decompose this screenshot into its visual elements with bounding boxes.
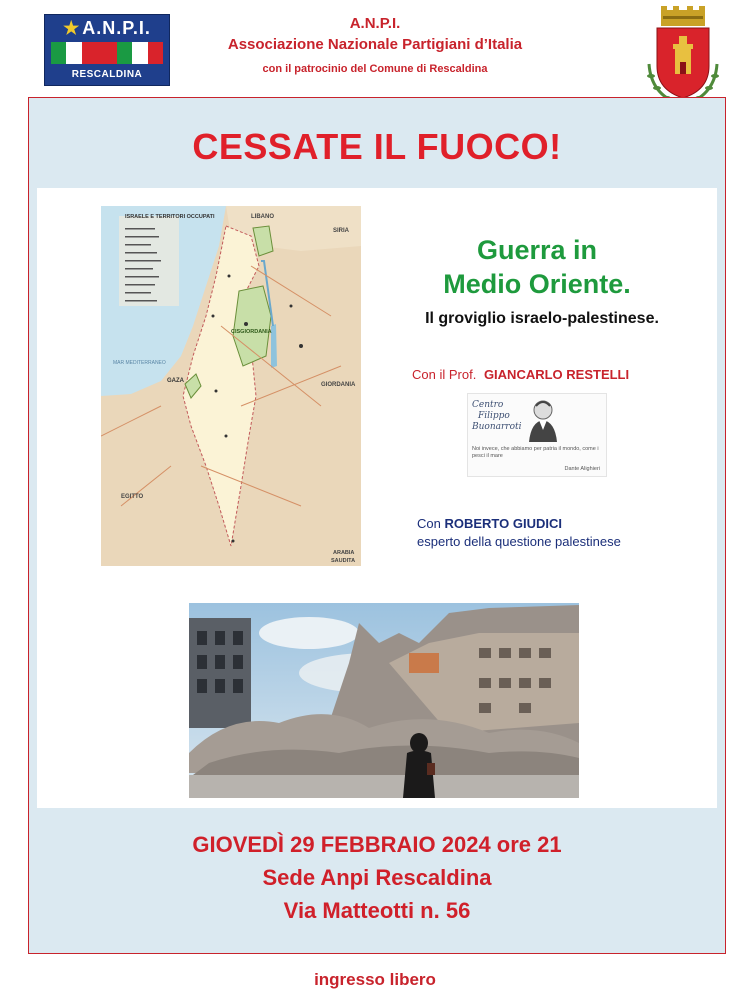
entry-note: ingresso libero (314, 970, 436, 989)
speaker-2-name: ROBERTO GIUDICI (444, 516, 562, 531)
centro-line-2: Filippo (478, 411, 510, 421)
header-text (180, 14, 570, 80)
centro-quote-author: Dante Alighieri (564, 466, 600, 472)
org-acronym: A.N.P.I. (349, 15, 401, 32)
map-label-arabia: ARABIA (333, 550, 355, 556)
map-label-egitto: EGITTO (121, 494, 144, 500)
map-title: ISRAELE E TERRITORI OCCUPATI (125, 214, 215, 220)
municipal-crest-icon (643, 4, 723, 110)
event-poster (28, 97, 726, 954)
map-label-gaza: GAZA (167, 378, 184, 384)
logo-title: A.N.P.I. (82, 18, 151, 38)
speaker-1-name: GIANCARLO RESTELLI (483, 367, 630, 382)
map-label-siria: SIRIA (333, 228, 350, 234)
anpi-logo (44, 14, 170, 86)
poster-title: CESSATE IL FUOCO! (192, 126, 562, 167)
portrait-icon (526, 396, 560, 442)
italian-flag-icon (117, 42, 163, 64)
centro-quote: Noi invece, che abbiamo per patria il mondo, come i pesci il mare (472, 446, 599, 459)
topic-line-2: Medio Oriente. (443, 269, 631, 299)
italian-flag-icon (51, 42, 97, 64)
star-icon: ★ (63, 18, 81, 38)
topic-subtitle: Il groviglio israelo-palestinese. (425, 310, 659, 327)
poster-content (37, 188, 717, 808)
speaker-1 (412, 367, 712, 382)
map-label-giordania: GIORDANIA (321, 382, 356, 388)
org-name: Associazione Nazionale Partigiani d’Italia (227, 36, 523, 53)
map-label-sea: MAR MEDITERRANEO (113, 360, 166, 366)
israel-map (101, 206, 361, 566)
event-address: Via Matteotti n. 56 (283, 898, 471, 923)
speaker-2 (417, 516, 717, 531)
event-date: GIOVEDÌ 29 FEBBRAIO 2024 ore 21 (192, 832, 562, 857)
speaker-1-prefix: Con il Prof. (412, 367, 477, 382)
speaker-2-description: esperto della questione palestinese (417, 534, 621, 549)
map-label-saudita: SAUDITA (331, 558, 356, 564)
map-label-cisgiordania: CISGIORDANIA (231, 329, 272, 335)
topic-title (387, 233, 687, 301)
destroyed-buildings-photo (189, 603, 579, 798)
topic-line-1: Guerra in (476, 235, 598, 265)
map-label-libano: LIBANO (251, 214, 274, 220)
logo-band (97, 42, 117, 64)
event-venue: Sede Anpi Rescaldina (262, 865, 492, 890)
speaker-2-prefix: Con (417, 516, 441, 531)
centro-buonarroti-logo (467, 393, 607, 477)
centro-line-3: Buonarroti (472, 422, 522, 432)
patronage-note: con il patrocinio del Comune di Rescaldina (262, 63, 488, 75)
logo-subtitle: RESCALDINA (71, 69, 143, 80)
centro-line-1: Centro (472, 400, 504, 410)
